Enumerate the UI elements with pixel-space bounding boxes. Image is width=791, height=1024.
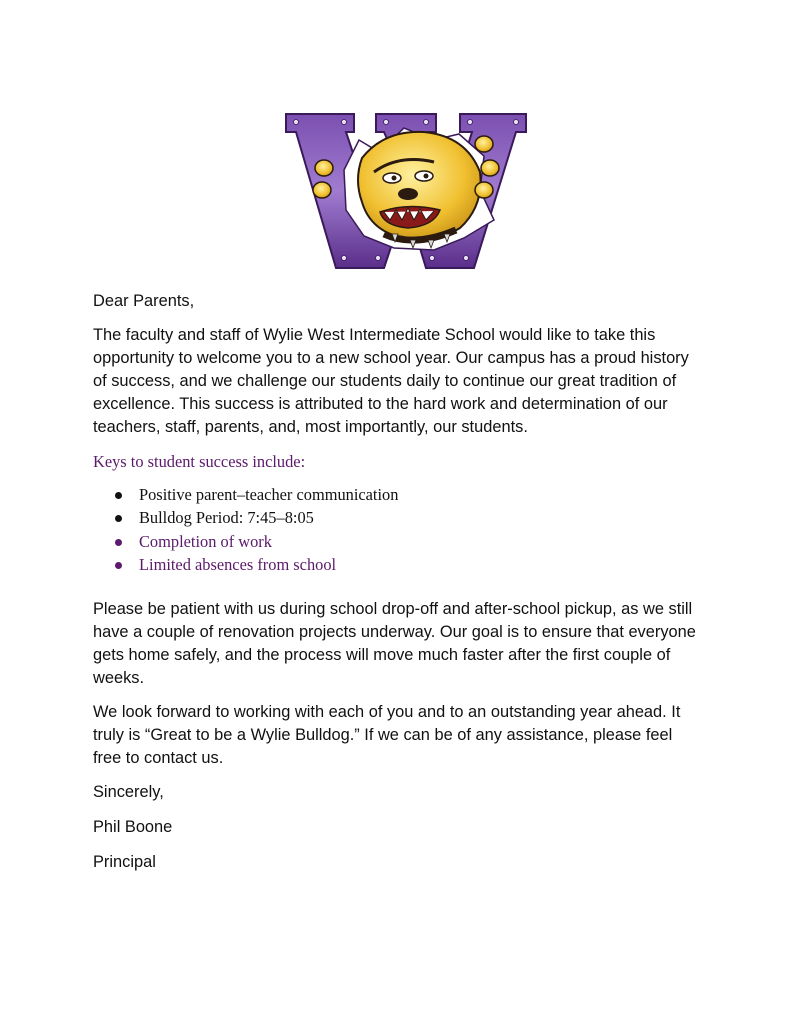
closing: Sincerely,: [93, 783, 164, 802]
keys-intro: Keys to student success include:: [93, 452, 306, 471]
signer-title: Principal: [93, 853, 156, 872]
paragraph-closing: We look forward to working with each of you and to an outstanding year ahead. It truly is “Great to be a Wylie Bulldog.” If we can be of any assistance, please feel free to contact us.: [93, 703, 681, 768]
bullet-icon: [115, 562, 122, 569]
list-item-text: Positive parent–teacher communication: [139, 485, 399, 504]
greeting: Dear Parents,: [93, 292, 195, 310]
list-item: [93, 530, 703, 553]
list-item-text: Limited absences from school: [139, 554, 337, 574]
list-item: [93, 483, 703, 506]
keys-list: [93, 483, 703, 576]
list-item: [93, 506, 703, 529]
bullet-icon: [115, 515, 122, 522]
signer-name: Phil Boone: [93, 818, 173, 837]
list-item-text: Completion of work: [139, 531, 272, 551]
letter-body: [93, 290, 703, 886]
bullet-icon: [115, 539, 122, 546]
paragraph-dropoff: Please be patient with us during school drop-off and after-school pickup, as we still have a couple of renovation projects underway. Our goal is to ensure that everyone gets home safely, and the process will move much faster after the first couple of weeks.: [93, 600, 696, 688]
paragraph-welcome: The faculty and staff of Wylie West Intermediate School would like to take this opportunity to welcome you to a new school year. Our campus has a proud history of success, and we challenge our students daily to continue our great tradition of excellence. This success is attributed to the hard work and determination of our teachers, staff, parents, and, most importantly, our students.: [93, 326, 689, 436]
wylie-bulldog-logo-icon: [284, 110, 528, 272]
bullet-icon: [115, 492, 122, 499]
list-item-text: Bulldog Period: 7:45–8:05: [139, 508, 314, 528]
list-item: [93, 553, 703, 576]
